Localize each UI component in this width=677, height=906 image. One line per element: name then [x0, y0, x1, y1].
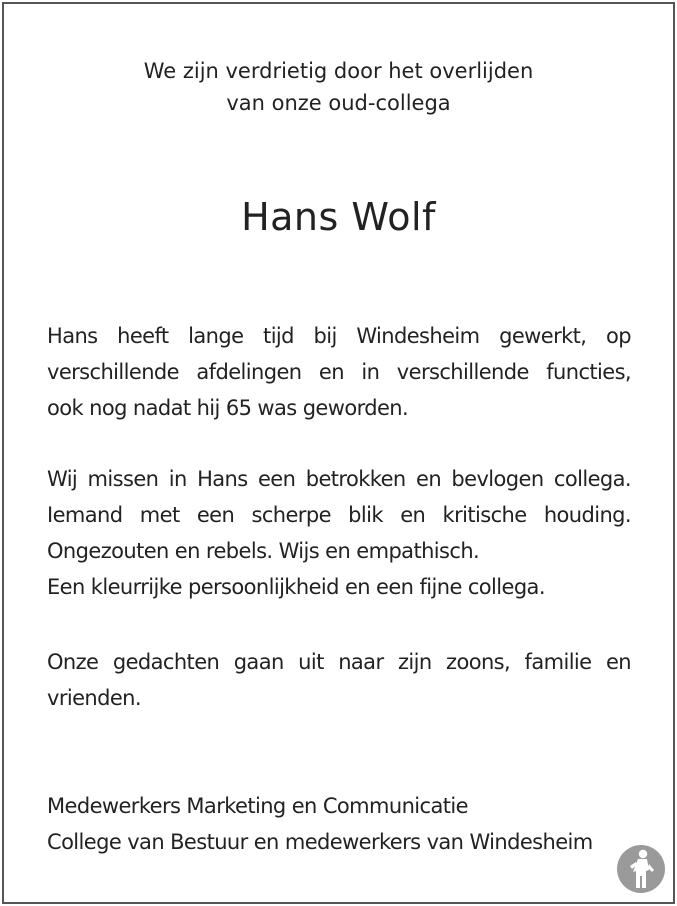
- paragraph-condolence: [47, 644, 631, 716]
- intro-line: We zijn verdrietig door het overlijden: [143, 59, 534, 83]
- text-line: vrienden.: [47, 686, 141, 710]
- text-line: ook nog nadat hij 65 was geworden.: [47, 396, 409, 420]
- paragraph-career: [47, 318, 631, 426]
- text-line: Een kleurrijke persoonlijkheid en een fijne collega.: [47, 575, 545, 599]
- signature-line: College van Bestuur en medewerkers van Windesheim: [47, 830, 593, 854]
- intro-line: van onze oud-collega: [226, 91, 451, 115]
- paragraph-tribute: [47, 461, 631, 605]
- text-line: Onze gedachten gaan uit naar zijn zoons, familie en: [47, 650, 631, 674]
- notice-border: [2, 2, 675, 904]
- text-line: Ongezouten en rebels. Wijs en empathisch.: [47, 539, 480, 563]
- text-line: Wij missen in Hans een betrokken en bevlogen collega.: [47, 467, 631, 491]
- text-line: verschillende afdelingen en in verschillende functies,: [47, 360, 631, 384]
- signature-block: [47, 788, 631, 860]
- memorial-figure-icon: [616, 844, 666, 894]
- text-line: Hans heeft lange tijd bij Windesheim gewerkt, op: [47, 324, 631, 348]
- text-line: Iemand met een scherpe blik en kritische houding.: [47, 503, 631, 527]
- deceased-name: Hans Wolf: [241, 195, 436, 239]
- intro-text: [0, 55, 677, 119]
- signature-line: Medewerkers Marketing en Communicatie: [47, 794, 468, 818]
